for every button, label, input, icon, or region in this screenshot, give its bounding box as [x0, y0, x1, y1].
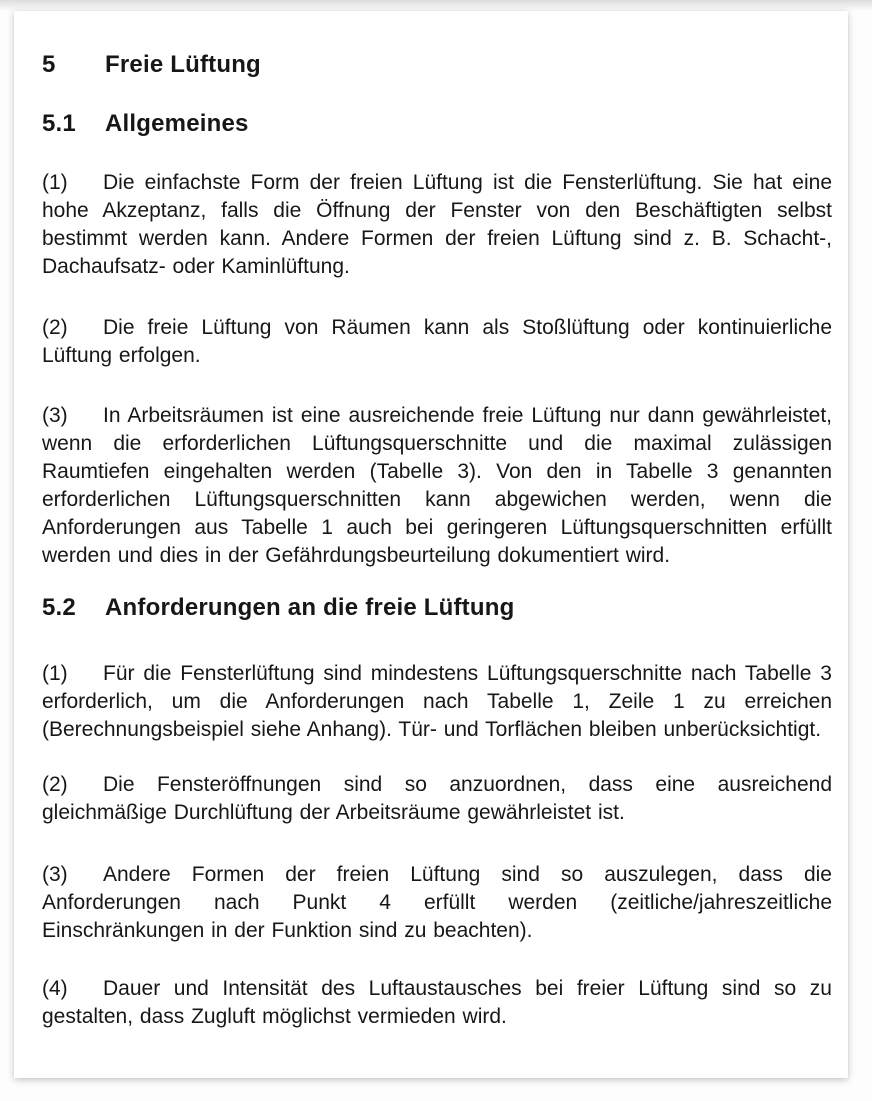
section-number: 5.2 — [42, 594, 76, 621]
paragraph-marker: (2) — [42, 316, 68, 339]
paragraph-text: Die Fensteröffnungen sind so anzuordnen, dass eine ausreichend gleichmäßige Durchlüftung der Arbeitsräume gewährleistet ist. — [42, 773, 832, 824]
paragraph-5-2-4 — [42, 975, 832, 1031]
paragraph-marker: (3) — [42, 863, 68, 886]
section-title: Anforderungen an die freie Lüftung — [105, 594, 515, 621]
paragraph-text: Dauer und Intensität des Luftaustausches bei freier Lüftung sind so zu gestalten, dass Zugluft möglichst vermieden wird. — [42, 977, 832, 1028]
chapter-number: 5 — [42, 51, 56, 78]
paragraph-marker: (4) — [42, 977, 68, 1000]
paragraph-5-1-1 — [42, 169, 832, 281]
paragraph-text: Die einfachste Form der freien Lüftung ist die Fensterlüftung. Sie hat eine hohe Akzeptanz, falls die Öffnung der Fenster von den Beschäftigten selbst bestimmt werden kann. Andere Formen der freien Lüftung sind z. B. Schacht-, Dachaufsatz- oder Kaminlüftung. — [42, 171, 832, 278]
paragraph-5-1-3 — [42, 402, 832, 570]
section-heading-5-1 — [42, 109, 832, 139]
section-title: Allgemeines — [105, 110, 249, 137]
paragraph-text: Andere Formen der freien Lüftung sind so auszulegen, dass die Anforderungen nach Punkt 4 erfüllt werden (zeitliche/jahreszeitliche Einschränkungen in der Funktion sind zu beachten). — [42, 863, 832, 942]
paragraph-5-1-2 — [42, 314, 832, 370]
paragraph-marker: (2) — [42, 773, 68, 796]
section-number: 5.1 — [42, 110, 76, 137]
chapter-heading — [42, 50, 832, 80]
document-page — [14, 11, 848, 1078]
paragraph-marker: (1) — [42, 171, 68, 194]
section-heading-5-2 — [42, 593, 832, 623]
paragraph-marker: (3) — [42, 404, 68, 427]
paragraph-text: Für die Fensterlüftung sind mindestens Lüftungsquerschnitte nach Tabelle 3 erforderlich, um die Anforderungen nach Tabelle 1, Zeile 1 zu erreichen (Berechnungsbeispiel siehe Anhang). Tür- und Torflächen bleiben unberücksichtigt. — [42, 662, 832, 741]
adjacent-page-shadow — [0, 0, 872, 11]
paragraph-5-2-1 — [42, 660, 832, 744]
paragraph-text: In Arbeitsräumen ist eine ausreichende freie Lüftung nur dann gewährleistet, wenn die erforderlichen Lüftungsquerschnitte und die maximal zulässigen Raumtiefen eingehalten werden (Tabelle 3). Von den in Tabelle 3 genannten erforderlichen Lüftungsquerschnitten kann abgewichen werden, wenn die Anforderungen aus Tabelle 1 auch bei geringeren Lüftungsquerschnitten erfüllt werden und dies in der Gefährdungsbeurteilung dokumentiert wird. — [42, 404, 832, 567]
paragraph-5-2-2 — [42, 771, 832, 827]
chapter-title: Freie Lüftung — [105, 51, 261, 78]
paragraph-text: Die freie Lüftung von Räumen kann als Stoßlüftung oder kontinuierliche Lüftung erfolgen. — [42, 316, 832, 367]
paragraph-5-2-3 — [42, 861, 832, 945]
paragraph-marker: (1) — [42, 662, 68, 685]
